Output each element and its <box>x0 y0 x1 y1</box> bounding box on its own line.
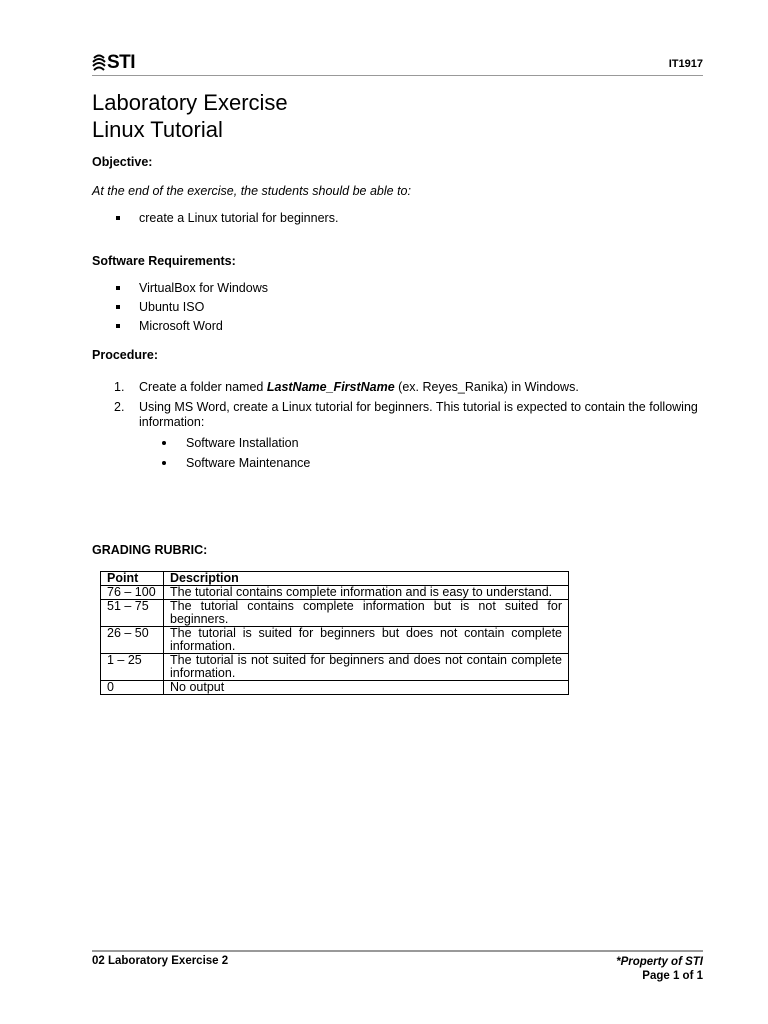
description-cell: No output <box>164 681 569 695</box>
point-cell: 1 – 25 <box>101 654 164 681</box>
page-number: Page 1 of 1 <box>642 970 703 982</box>
table-row <box>101 600 569 627</box>
round-bullet-icon <box>162 461 166 465</box>
footer-divider <box>92 950 703 952</box>
rubric-heading: GRADING RUBRIC: <box>92 543 208 557</box>
column-header-point: Point <box>101 572 164 586</box>
step-number: 1. <box>114 380 125 394</box>
description-cell: The tutorial contains complete information and is easy to understand. <box>164 586 569 600</box>
list-item: VirtualBox for Windows <box>92 279 268 298</box>
sti-swirl-logo-icon <box>92 54 106 72</box>
square-bullet-icon <box>116 216 120 220</box>
square-bullet-icon <box>116 286 120 290</box>
procedure-list <box>92 380 704 478</box>
title-line-2: Linux Tutorial <box>92 117 223 142</box>
page-title <box>92 89 288 143</box>
document-code: IT1917 <box>668 58 703 70</box>
header-divider <box>92 75 703 76</box>
table-row <box>101 681 569 695</box>
list-item: Software Maintenance <box>139 453 704 473</box>
table-row <box>101 586 569 600</box>
list-item: Software Installation <box>139 433 704 453</box>
title-line-1: Laboratory Exercise <box>92 90 288 115</box>
table-header-row <box>101 572 569 586</box>
column-header-description: Description <box>164 572 569 586</box>
footer-document-name: 02 Laboratory Exercise 2 <box>92 955 229 967</box>
sti-logo <box>92 52 135 74</box>
table-row <box>101 627 569 654</box>
folder-name-emphasis: LastName_FirstName <box>266 380 395 394</box>
description-cell: The tutorial is not suited for beginners and does not contain complete information. <box>164 654 569 681</box>
objective-intro: At the end of the exercise, the students should be able to: <box>92 184 411 198</box>
list-item: Microsoft Word <box>92 317 268 336</box>
procedure-heading: Procedure: <box>92 348 158 362</box>
step-number: 2. <box>114 400 125 414</box>
point-cell: 76 – 100 <box>101 586 164 600</box>
procedure-sublist <box>139 433 704 473</box>
square-bullet-icon <box>116 305 120 309</box>
grading-rubric-table <box>100 571 569 695</box>
point-cell: 51 – 75 <box>101 600 164 627</box>
objective-list <box>92 209 338 228</box>
round-bullet-icon <box>162 441 166 445</box>
footer-right <box>616 955 703 983</box>
description-cell: The tutorial contains complete information but is not suited for beginners. <box>164 600 569 627</box>
objective-heading: Objective: <box>92 155 153 169</box>
list-item: Ubuntu ISO <box>92 298 268 317</box>
property-notice: *Property of STI <box>616 956 703 968</box>
procedure-step: 1. Create a folder named LastName_FirstName (ex. Reyes_Ranika) in Windows. <box>114 380 579 394</box>
software-heading: Software Requirements: <box>92 254 236 268</box>
list-item: create a Linux tutorial for beginners. <box>92 209 338 228</box>
procedure-step: 2. Using MS Word, create a Linux tutorial for beginners. This tutorial is expected to contain the following information: Software Installation Software Maintenance <box>92 400 704 473</box>
logo-text: STI <box>107 52 136 73</box>
table-row <box>101 654 569 681</box>
point-cell: 0 <box>101 681 164 695</box>
software-list <box>92 279 268 336</box>
description-cell: The tutorial is suited for beginners but does not contain complete information. <box>164 627 569 654</box>
point-cell: 26 – 50 <box>101 627 164 654</box>
square-bullet-icon <box>116 324 120 328</box>
